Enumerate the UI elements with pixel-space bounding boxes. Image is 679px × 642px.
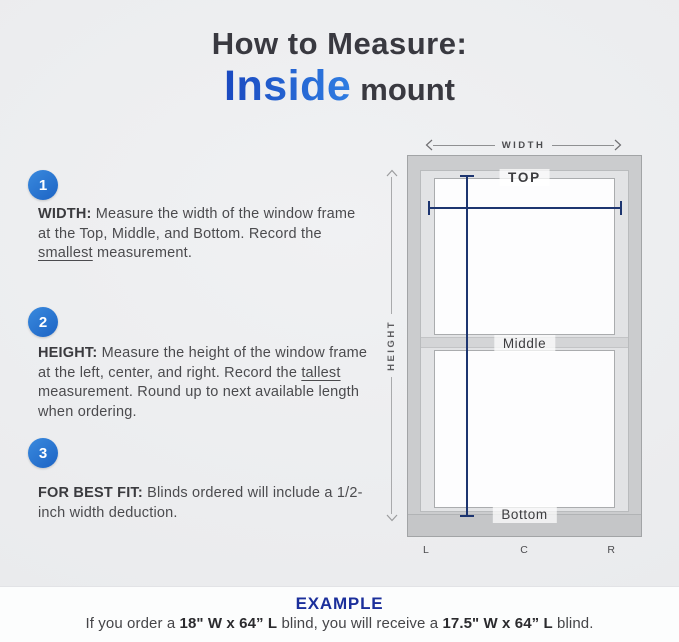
- step-1-body: Measure the width of the window frame at the Top, Middle, and Bottom. Record the: [38, 206, 356, 242]
- page-title: How to Measure:: [211, 26, 468, 61]
- width-arrow-line-left: [433, 145, 495, 146]
- step-2-badge: 2: [28, 307, 58, 337]
- example-band: [0, 586, 679, 642]
- example-heading: EXAMPLE: [295, 594, 384, 613]
- step-2-body: Measure the height of the window frame at the left, center, and right. Record the: [38, 345, 368, 381]
- top-position-label: TOP: [499, 169, 550, 186]
- step-3-label: FOR BEST FIT:: [38, 485, 143, 501]
- example-sentence: [0, 615, 679, 632]
- middle-position-label: Middle: [494, 335, 555, 352]
- tick-right-label: R: [607, 544, 616, 556]
- step-1-label: WIDTH:: [38, 206, 92, 222]
- step-1-badge: 1: [28, 170, 58, 200]
- arrow-left-icon: [425, 139, 433, 151]
- window-pane-bottom: [434, 350, 615, 508]
- example-ordered-size: 18" W x 64” L: [179, 615, 278, 632]
- step-2-underlined-word: tallest: [301, 364, 341, 381]
- height-arrow-line-bottom: [391, 377, 392, 514]
- step-3-text: [38, 484, 372, 523]
- step-3-badge: 3: [28, 438, 58, 468]
- title-block: [0, 26, 679, 119]
- arrow-right-icon: [614, 139, 622, 151]
- width-measure-line: [428, 207, 622, 209]
- arrow-up-icon: [386, 169, 398, 177]
- tick-left-label: L: [423, 544, 430, 556]
- subtitle-highlight: Inside: [224, 62, 352, 110]
- example-received-size: 17.5" W x 64” L: [442, 615, 553, 632]
- step-2-body-tail: measurement. Round up to next available length when ordering.: [38, 384, 360, 420]
- width-arrow-line-right: [552, 145, 614, 146]
- example-suffix: blind.: [552, 615, 594, 632]
- height-dimension-label: HEIGHT: [386, 320, 397, 371]
- example-middle: blind, you will receive a: [277, 615, 443, 632]
- page-subtitle: [0, 63, 679, 119]
- height-measure-line: [466, 175, 468, 517]
- subtitle-suffix: mount: [360, 72, 455, 107]
- step-1-underlined-word: smallest: [38, 245, 93, 261]
- arrow-down-icon: [386, 514, 398, 522]
- height-arrow-line-top: [391, 177, 392, 314]
- bottom-position-label: Bottom: [492, 506, 556, 523]
- bottom-tick-row: [407, 544, 642, 558]
- window-pane-top: [434, 178, 615, 335]
- step-3-body: Blinds ordered will include a 1/2-inch width deduction.: [38, 485, 363, 521]
- window-diagram: [407, 155, 642, 537]
- step-1-text: [38, 205, 372, 264]
- example-prefix: If you order a: [85, 615, 180, 632]
- height-dimension-arrow: [384, 169, 399, 522]
- step-1-body-tail: measurement.: [92, 245, 193, 261]
- width-dimension-arrow: [425, 138, 622, 152]
- tick-center-label: C: [520, 544, 529, 556]
- step-2-text: [38, 344, 372, 422]
- width-dimension-label: WIDTH: [501, 139, 546, 151]
- step-2-label: HEIGHT:: [38, 345, 98, 361]
